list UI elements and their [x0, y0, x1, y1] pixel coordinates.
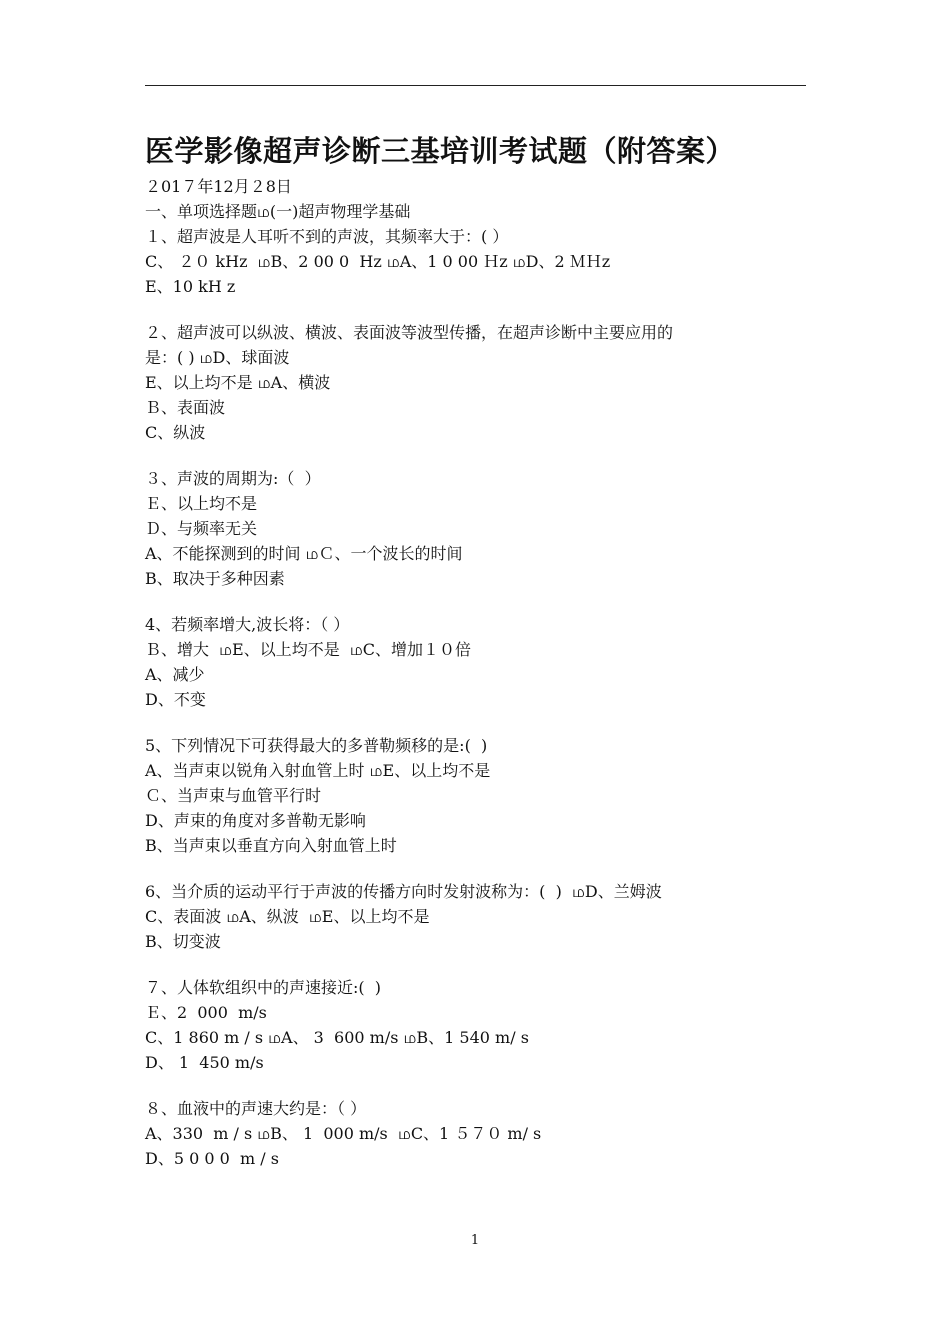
blank-line: [145, 445, 810, 466]
text-line: B、切变波: [145, 932, 221, 951]
text-line: D、5 0 0 0 m / s: [145, 1149, 279, 1168]
text-line: ３、声波的周期为:（ ）: [145, 469, 321, 488]
blank-line: [145, 591, 810, 612]
exam-body: [145, 174, 810, 1171]
text-line: B、当声束以垂直方向入射血管上时: [145, 836, 397, 855]
text-line: ７、人体软组织中的声速接近:( ): [145, 978, 382, 997]
text-line: D、不变: [145, 690, 206, 709]
exam-date: ２01７年12月２8日: [145, 177, 292, 196]
text-line: E、以上均不是 மA、横波: [145, 373, 331, 392]
text-line: D、声束的角度对多普勒无影响: [145, 811, 366, 830]
text-line: C、纵波: [145, 423, 206, 442]
text-line: C、 ２０ kHz மB、2 00 0 Hz மA、1 0 00 Ｈz மD、2 ＭＨz: [145, 252, 611, 271]
text-line: A、不能探测到的时间 மＣ、一个波长的时间: [145, 544, 463, 563]
blank-line: [145, 712, 810, 733]
text-line: C、表面波 மA、纵波 மE、以上均不是: [145, 907, 430, 926]
blank-line: [145, 1075, 810, 1096]
text-line: Ｄ、与频率无关: [145, 519, 258, 538]
blank-line: [145, 299, 810, 320]
text-line: A、330 m / s மB、 1 000 m/s மC、1 ５７０ m/ s: [145, 1124, 542, 1143]
document-title: 医学影像超声诊断三基培训考试题（附答案）: [145, 134, 736, 168]
text-line: E、10 kH z: [145, 277, 236, 296]
text-line: Ｅ、2 000 m/s: [145, 1003, 267, 1022]
page-number: 1: [470, 1233, 480, 1248]
text-line: 5、下列情况下可获得最大的多普勒频移的是:( ): [145, 736, 488, 755]
text-line: 4、若频率增大,波长将：（ ）: [145, 615, 350, 634]
text-line: Ｂ、表面波: [145, 398, 226, 417]
text-line: 6、当介质的运动平行于声波的传播方向时发射波称为：( ) மD、兰姆波: [145, 882, 662, 901]
header-rule: [145, 85, 806, 86]
text-line: ８、血液中的声速大约是：（ ）: [145, 1099, 367, 1118]
text-line: B、取决于多种因素: [145, 569, 285, 588]
text-line: 是：( ) மD、球面波: [145, 348, 290, 367]
text-line: D、 1 450 m/s: [145, 1053, 264, 1072]
text-line: １、超声波是人耳听不到的声波，其频率大于：( ）: [145, 227, 509, 246]
text-line: ２、超声波可以纵波、横波、表面波等波型传播，在超声诊断中主要应用的: [145, 323, 674, 342]
text-line: A、当声束以锐角入射血管上时 மE、以上均不是: [145, 761, 491, 780]
question-lines: [145, 199, 810, 1171]
text-line: Ｅ、以上均不是: [145, 494, 258, 513]
text-line: Ｂ、增大 மE、以上均不是 மC、增加１０倍: [145, 640, 472, 659]
blank-line: [145, 858, 810, 879]
blank-line: [145, 954, 810, 975]
text-line: Ｃ、当声束与血管平行时: [145, 786, 322, 805]
text-line: 一、单项选择题ம(一)超声物理学基础: [145, 202, 411, 221]
text-line: A、减少: [145, 665, 205, 684]
text-line: C、1 860 m / s மA、 3 600 m/s மB、1 540 m/ s: [145, 1028, 529, 1047]
